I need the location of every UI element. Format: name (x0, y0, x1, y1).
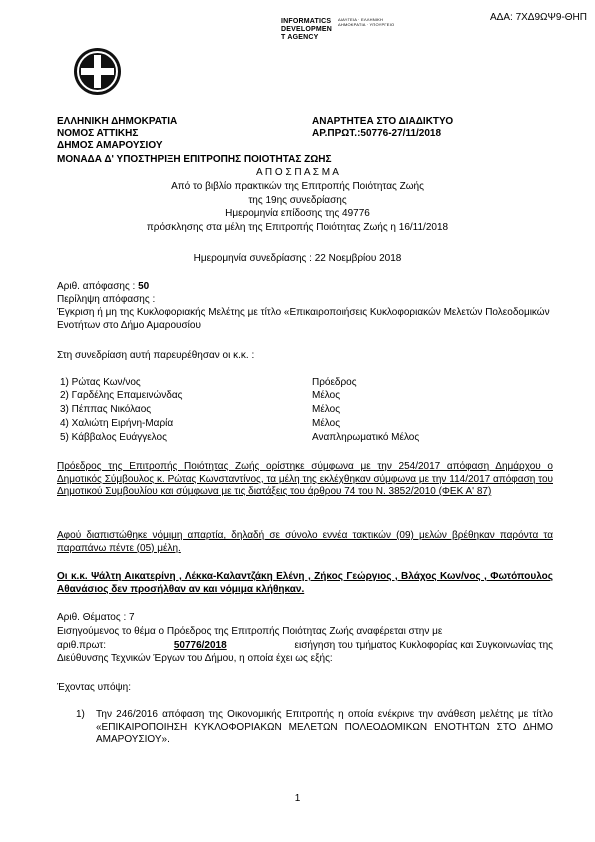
member-role: Μέλος (312, 404, 341, 415)
decision-summary-label: Περίληψη απόφασης : (57, 294, 156, 305)
topic-number-row (57, 612, 135, 623)
member-name: 3) Πέππας Νικόλαος (60, 404, 152, 415)
topic-intro-line-2 (57, 640, 553, 651)
decision-number: 50 (138, 281, 150, 292)
meeting-date: Ημερομηνία συνεδρίασης : 22 Νοεμβρίου 2018 (193, 253, 402, 264)
apospasma-line-1: Από το βιβλίο πρακτικών της Επιτροπής Ποιότητας Ζωής (171, 181, 424, 192)
absent-paragraph: Οι κ.κ. Ψάλτη Αικατερίνη , Λέκκα-Καλαντζάκη Ελένη , Ζήκος Γεώργιος , Βλάχος Κων/νος , Φωτόπουλος Αθανάσιος δεν προσήλθαν αν και νόμιμα κλήθηκαν. (57, 571, 553, 595)
ada-code: ΑΔΑ: 7ΧΔ9ΩΨ9-ΘΗΠ (490, 12, 587, 23)
topic-protocol-number: 50776/2018 (173, 640, 227, 651)
issuer-country: ΕΛΛΗΝΙΚΗ ΔΗΜΟΚΡΑΤΙΑ (57, 116, 178, 127)
decision-number-label: Αριθ. απόφασης : (57, 281, 136, 292)
member-name: 1) Ρώτας Κων/νος (60, 377, 141, 388)
topic-intro-line-1: Εισηγούμενος το θέμα ο Πρόεδρος της Επιτροπής Ποιότητας Ζωής αναφέρεται στην με (57, 626, 443, 637)
item-number: 1) (76, 709, 85, 720)
item-text: Την 246/2016 απόφαση της Οικονομικής Επιτροπής η οποία ενέκρινε την ανάθεση μελέτης με τίτλο «ΕΠΙΚΑΙΡΟΠΟΙΗΣΗ ΚΥΚΛΟΦΟΡΙΑΚΩΝ ΜΕΛΕΤΩΝ ΠΟΛΕΟΔΟΜΙΚΩΝ ΕΝΟΤΗΤΩΝ ΣΤΟ ΔΗΜΟ ΑΜΑΡΟΥΣΙΟΥ». (96, 709, 553, 745)
member-role: Πρόεδρος (312, 377, 357, 388)
topic-intro-rest: εισήγηση του τμήματος Κυκλοφορίας και Συγκοινωνίας της (294, 640, 553, 651)
apospasma-line-2: της 19ης συνεδρίασης (248, 194, 347, 206)
member-name: 5) Κάββαλος Ευάγγελος (60, 432, 167, 443)
member-role: Αναπληρωματικό Μέλος (312, 432, 420, 443)
publish-notice: ΑΝΑΡΤΗΤΕΑ ΣΤΟ ΔΙΑΔΙΚΤΥΟ (312, 116, 454, 127)
quorum-paragraph: Αφού διαπιστώθηκε νόμιμη απαρτία, δηλαδή σε σύνολο εννέα τακτικών (09) μελών βρέθηκαν παρόντα τα παραπάνω πέντε (05) μέλη. (57, 530, 553, 554)
decision-summary: Έγκριση ή μη της Κυκλοφοριακής Μελέτης με τίτλο «Επικαιροποιήσεις Κυκλοφοριακών Μελετών Πολεοδομικών Ενοτήτων στο Δήμο Αμαρουσίου (57, 307, 550, 331)
decision-number-row (57, 281, 149, 292)
protocol-block (312, 116, 453, 140)
considering-label: Έχοντας υπόψη: (57, 682, 131, 693)
member-name: 2) Γαρδέλης Επαμεινώνδας (60, 390, 183, 401)
logo-line-3: T AGENCY (281, 34, 319, 41)
topic-number: 7 (129, 612, 135, 623)
issuer-municipality: ΔΗΜΟΣ ΑΜΑΡΟΥΣΙΟΥ (57, 140, 163, 151)
topic-number-label: Αριθ. Θέματος : (57, 612, 127, 623)
issuer-block (57, 116, 177, 152)
protocol-number: ΑΡ.ΠΡΩΤ.:50776-27/11/2018 (312, 128, 442, 139)
member-role: Μέλος (312, 418, 341, 429)
apospasma-line-4: πρόσκλησης στα μέλη της Επιτροπής Ποιότητας Ζωής η 16/11/2018 (146, 221, 449, 233)
apospasma-details (0, 180, 595, 234)
present-label: Στη συνεδρίαση αυτή παρευρέθησαν οι κ.κ. : (57, 350, 255, 361)
topic-intro-line-3: Διεύθυνσης Τεχνικών Έργων του Δήμου, η οποία έχει ως εξής: (57, 653, 333, 664)
logo-line-2: DEVELOPMEN (281, 26, 333, 33)
greek-emblem-icon (74, 48, 121, 95)
apospasma-title: Α Π Ο Σ Π Α Σ Μ Α (256, 167, 339, 178)
issuer-prefecture: ΝΟΜΟΣ ΑΤΤΙΚΗΣ (57, 128, 139, 139)
member-role: Μέλος (312, 390, 341, 401)
logo-line-1: INFORMATICS (281, 18, 332, 25)
page-number: 1 (294, 793, 301, 804)
chairman-paragraph: Πρόεδρος της Επιτροπής Ποιότητας Ζωής ορίστηκε σύμφωνα με την 254/2017 απόφαση Δημάρχου ο Δημοτικός Σύμβουλος κ. Ρώτας Κωνσταντίνος, τα μέλη της εκλέχθηκαν σύμφωνα με την 114/2017 απόφαση του Δημοτικού Συμβουλίου και σύμφωνα με τις διατάξεις του άρθρου 74 του Ν. 3852/2010 (ΦΕΚ Α' 87) (57, 461, 553, 497)
logo-small-text: ΔΙΑΥΓΕΙΑ · ΕΛΛΗΝΙΚΗ ΔΗΜΟΚΡΑΤΙΑ · ΥΠΟΥΡΓΕΙΟ (338, 17, 395, 27)
unit-title: ΜΟΝΑΔΑ Δ' ΥΠΟΣΤΗΡΙΞΗ ΕΠΙΤΡΟΠΗΣ ΠΟΙΟΤΗΤΑΣ ΖΩΗΣ (57, 154, 332, 165)
apospasma-line-3: Ημερομηνία επίδοσης της 49776 (225, 208, 370, 219)
topic-protocol-label: αριθ.πρωτ: (57, 640, 107, 651)
member-name: 4) Χαλιώτη Ειρήνη-Μαρία (60, 418, 174, 429)
informatics-agency-logo (281, 17, 395, 42)
